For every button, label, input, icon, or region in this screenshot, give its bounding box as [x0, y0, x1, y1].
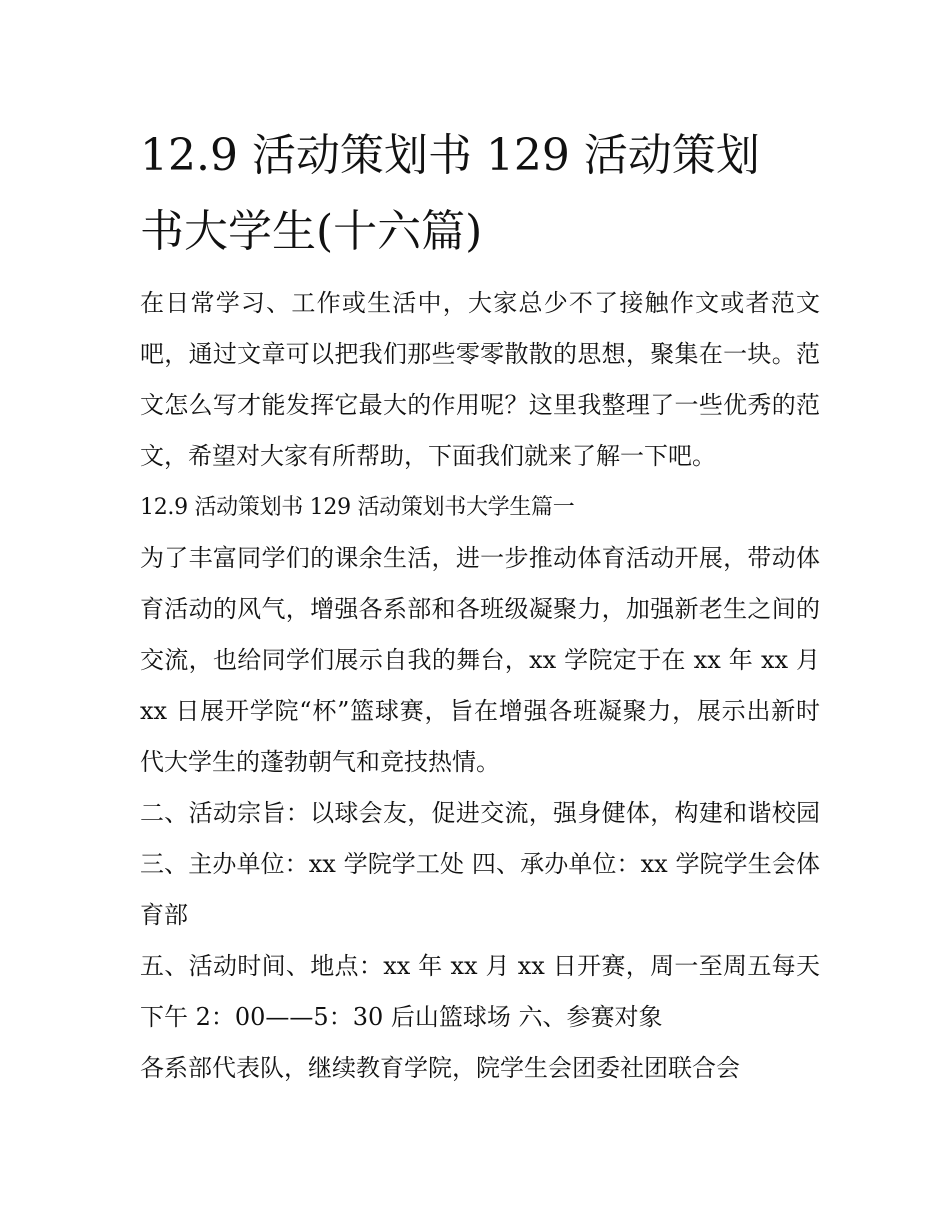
title-line-1: 12.9 活动策划书 129 活动策划 [140, 130, 760, 181]
paragraph-time-location: 五、活动时间、地点：xx 年 xx 月 xx 日开赛，周一至周五每天下午 2：00——5：30 后山篮球场 六、参赛对象 [140, 952, 820, 1031]
document-title [140, 118, 820, 270]
title-line-2: 书大学生(十六篇) [140, 206, 483, 257]
paragraph-background: 为了丰富同学们的课余生活，进一步推动体育活动开展，带动体育活动的风气，增强各系部和各班级凝聚力，加强新老生之间的交流，也给同学们展示自我的舞台，xx 学院定于在 xx 年 xx 月 xx 日展开学院“杯”篮球赛，旨在增强各班凝聚力，展示出新时代大学生的蓬勃朝气和竞技热情。 [140, 544, 820, 776]
document-body [140, 278, 820, 1094]
section-heading: 12.9 活动策划书 129 活动策划书大学生篇一 [140, 495, 575, 520]
document-page [140, 118, 820, 1094]
paragraph-purpose-organizers: 二、活动宗旨：以球会友，促进交流，强身健体，构建和谐校园 三、主办单位：xx 学院学工处 四、承办单位：xx 学院学生会体育部 [140, 799, 820, 929]
intro-paragraph: 在日常学习、工作或生活中，大家总少不了接触作文或者范文吧，通过文章可以把我们那些零零散散的思想，聚集在一块。范文怎么写才能发挥它最大的作用呢？这里我整理了一些优秀的范文，希望对大家有所帮助，下面我们就来了解一下吧。 [140, 289, 820, 470]
paragraph-participants: 各系部代表队，继续教育学院，院学生会团委社团联合会 [140, 1054, 740, 1082]
